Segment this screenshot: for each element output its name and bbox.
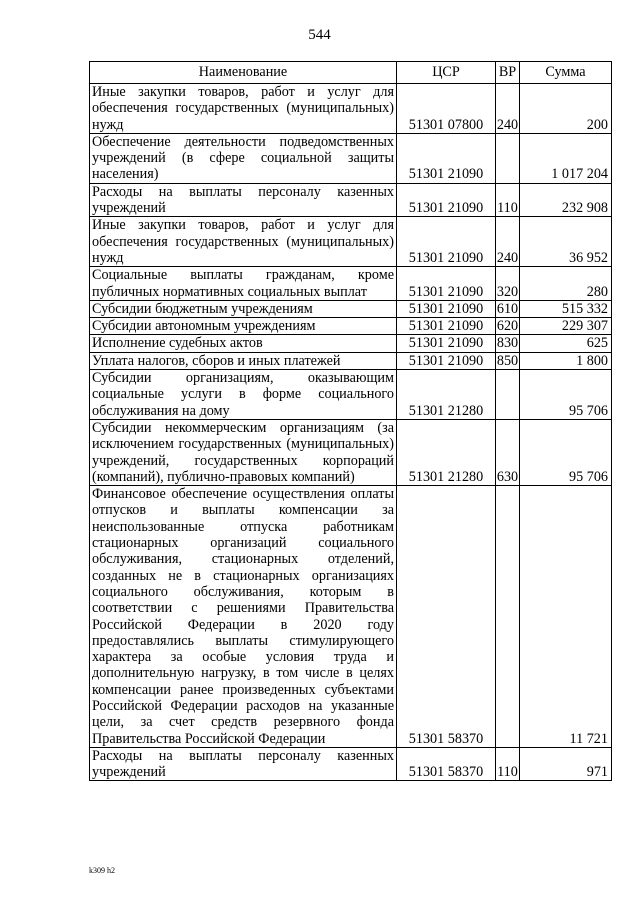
row-csr: 51301 21090 [397,183,496,217]
row-vr: 320 [496,267,520,301]
row-sum: 1 800 [520,352,612,369]
row-csr: 51301 21090 [397,318,496,335]
row-sum: 971 [520,747,612,781]
row-name: Финансовое обеспечение осуществления оплаты отпусков и выплаты компенсации за неиспользованные отпуска работникам стационарных организаций социального обслуживания, стационарных отделений, созданных не в стационарных организациях социального обслуживания, которым в соответствии с решениями Правительства Российской Федерации в 2020 году предоставлялись выплаты стимулирующего характера за особые условия труда и дополнительную нагрузку, в том числе в целях компенсации ранее произведенных субъектами Российской Федерации расходов на указанные цели, за счет средств резервного фонда Правительства Российской Федерации [90,486,397,748]
row-vr [496,133,520,183]
row-vr [496,370,520,420]
row-name: Расходы на выплаты персоналу казенных учреждений [90,183,397,217]
row-csr: 51301 21280 [397,370,496,420]
row-csr: 51301 58370 [397,747,496,781]
table-row [90,84,612,134]
header-sum: Сумма [520,62,612,84]
table-row [90,183,612,217]
row-name: Иные закупки товаров, работ и услуг для обеспечения государственных (муниципальных) нужд [90,84,397,134]
row-name: Субсидии некоммерческим организациям (за исключением государственных (муниципальных) учреждений, государственных корпораций (компаний), публично-правовых компаний) [90,419,397,485]
header-vr: ВР [496,62,520,84]
row-csr: 51301 58370 [397,486,496,748]
table-row [90,419,612,485]
row-name: Субсидии автономным учреждениям [90,318,397,335]
row-name: Обеспечение деятельности подведомственных учреждений (в сфере социальной защиты населения) [90,133,397,183]
table-row [90,370,612,420]
page-number: 544 [308,27,331,43]
row-vr: 850 [496,352,519,369]
row-sum: 280 [520,267,612,301]
table-row [90,747,612,781]
row-csr: 51301 21090 [397,352,496,369]
row-csr: 51301 21090 [397,267,496,301]
row-name: Субсидии организациям, оказывающим социальные услуги в форме социального обслуживания на дому [90,370,397,420]
row-sum: 229 307 [520,318,612,335]
footer-code: k309 h2 [89,866,115,875]
row-sum: 625 [520,335,612,352]
row-vr: 240 [496,84,520,134]
table-row [90,133,612,183]
budget-table [89,61,612,781]
row-vr: 610 [496,300,519,317]
row-sum: 95 706 [520,370,612,420]
row-csr: 51301 21090 [397,217,496,267]
row-name: Социальные выплаты гражданам, кроме публичных нормативных социальных выплат [90,267,397,301]
row-csr: 51301 21090 [397,300,496,317]
row-name: Иные закупки товаров, работ и услуг для обеспечения государственных (муниципальных) нужд [90,217,397,267]
row-vr: 110 [496,747,520,781]
row-vr: 110 [496,183,520,217]
row-csr: 51301 21090 [397,335,496,352]
table-row [90,217,612,267]
header-csr: ЦСР [397,62,496,84]
row-name: Уплата налогов, сборов и иных платежей [90,352,397,369]
row-sum: 1 017 204 [520,133,612,183]
row-name: Субсидии бюджетным учреждениям [90,300,397,317]
row-vr: 830 [496,335,519,352]
row-vr [496,486,520,748]
row-sum: 232 908 [520,183,612,217]
table-row [90,352,612,369]
row-sum: 200 [520,84,612,134]
row-csr: 51301 21090 [397,133,496,183]
table-row [90,267,612,301]
table-header-row [90,62,612,84]
table-row [90,335,612,352]
table-row [90,318,612,335]
row-sum: 95 706 [520,419,612,485]
table-row [90,300,612,317]
row-vr: 240 [496,217,520,267]
header-name: Наименование [90,62,397,84]
row-sum: 36 952 [520,217,612,267]
row-name: Расходы на выплаты персоналу казенных учреждений [90,747,397,781]
row-sum: 515 332 [520,300,612,317]
row-vr: 620 [496,318,519,335]
row-csr: 51301 07800 [397,84,496,134]
row-csr: 51301 21280 [397,419,496,485]
row-name: Исполнение судебных актов [90,335,397,352]
row-vr: 630 [496,419,520,485]
row-sum: 11 721 [520,486,612,748]
table-row [90,486,612,748]
